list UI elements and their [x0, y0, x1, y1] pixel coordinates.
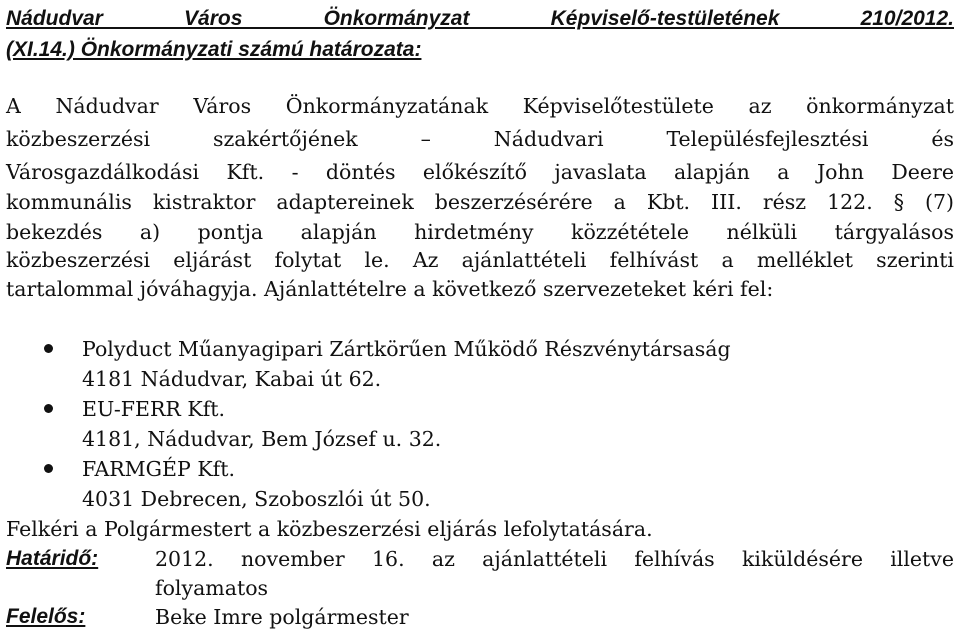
responsible-value: Beke Imre polgármester	[155, 605, 409, 629]
company-name: FARMGÉP Kft.	[82, 457, 235, 481]
body-line-5: bekezdés a) pontja alapján hirdetmény közzététele nélküli tárgyalásos	[6, 220, 954, 244]
responsible-label: Felelős:	[6, 605, 86, 628]
deadline-label: Határidő:	[6, 547, 99, 570]
company-address: 4181, Nádudvar, Bem József u. 32.	[82, 427, 442, 451]
heading-line-1: Nádudvar Város Önkormányzat Képviselő-testületének 210/2012.	[6, 7, 954, 30]
company-address: 4031 Debrecen, Szoboszlói út 50.	[82, 487, 431, 511]
body-line-3: Városgazdálkodási Kft. - döntés előkészítő javaslata alapján a John Deere	[6, 160, 954, 184]
bullet-icon	[44, 404, 53, 413]
body-line-2: közbeszerzési szakértőjének – Nádudvari Településfejlesztési és	[6, 127, 954, 151]
company-address: 4181 Nádudvar, Kabai út 62.	[82, 367, 382, 391]
deadline-value-2: folyamatos	[155, 576, 269, 600]
bullet-icon	[44, 344, 53, 353]
deadline-value-1: 2012. november 16. az ajánlattételi felhívás kiküldésére illetve	[155, 547, 954, 571]
heading-line-2: (XI.14.) Önkormányzati számú határozata:	[6, 38, 422, 61]
body-line-6: közbeszerzési eljárást folytat le. Az ajánlattételi felhívást a melléklet szerinti	[6, 248, 954, 272]
closing-text: Felkéri a Polgármestert a közbeszerzési eljárás lefolytatására.	[6, 517, 653, 541]
company-name: EU-FERR Kft.	[82, 397, 226, 421]
bullet-icon	[44, 464, 53, 473]
body-line-7: tartalommal jóváhagyja. Ajánlattételre a következő szervezeteket kéri fel:	[6, 277, 774, 301]
body-line-1: A Nádudvar Város Önkormányzatának Képviselőtestülete az önkormányzat	[6, 94, 954, 118]
company-name: Polyduct Műanyagipari Zártkörűen Működő Részvénytársaság	[82, 337, 731, 361]
body-line-4: kommunális kistraktor adaptereinek beszerzésérére a Kbt. III. rész 122. § (7)	[6, 190, 954, 214]
